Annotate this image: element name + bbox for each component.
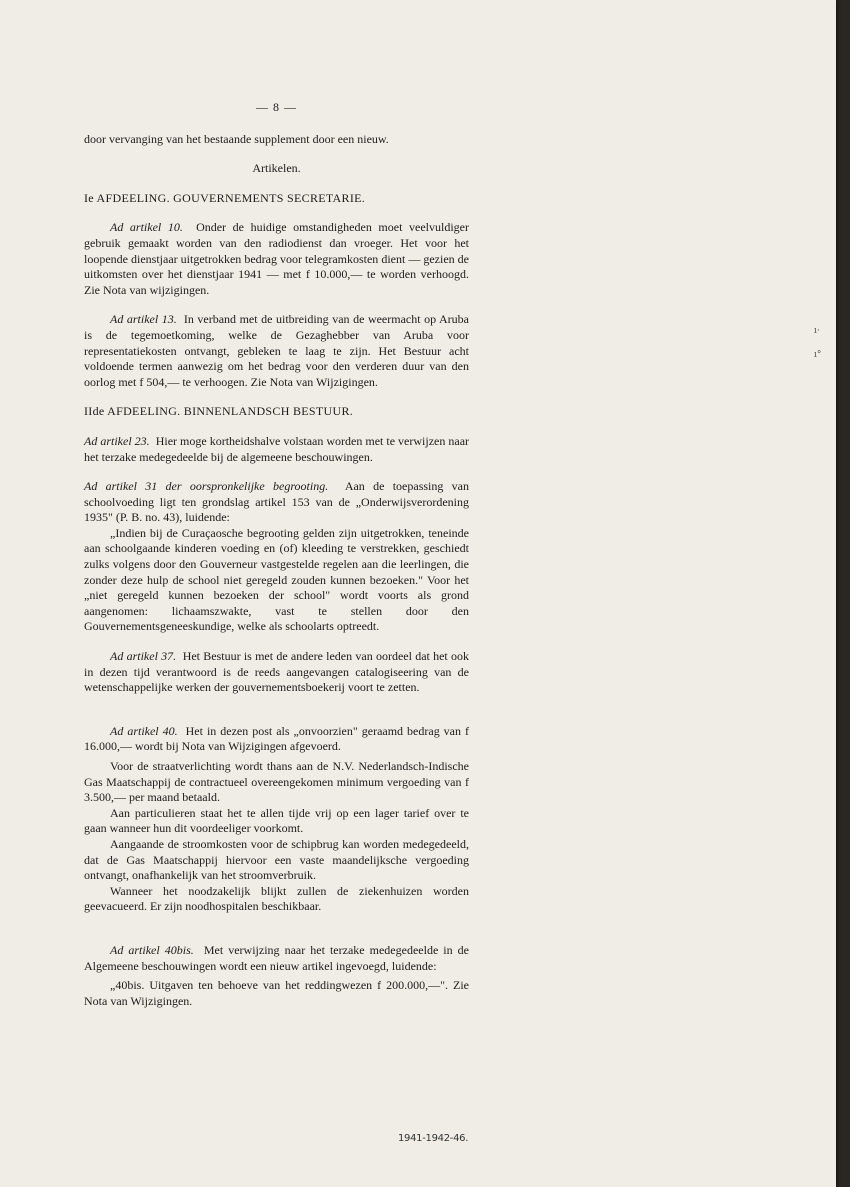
document-body [84, 100, 469, 1009]
paragraph-particulieren: Aan particulieren staat het te allen tijde vrij op een lager tarief over te gaan wanneer hun dit voordeeliger voorkomt. [84, 805, 469, 836]
article-reference: Ad artikel 40bis. [110, 942, 194, 957]
paragraph-artikel-37 [84, 649, 469, 696]
article-reference: Ad artikel 23. [84, 433, 150, 448]
paragraph-text: Met verwijzing naar het terzake medegedeelde in de Algemeene beschouwingen wordt een nieuw artikel ingevoegd, luidende: [84, 942, 470, 973]
paragraph-artikel-23 [84, 434, 469, 465]
paragraph-artikel-10 [84, 220, 469, 298]
artikelen-heading: Artikelen. [252, 161, 301, 176]
paragraph-artikel-40bis [84, 943, 469, 974]
article-reference: Ad artikel 10. [110, 220, 183, 235]
paragraph-text: Het in dezen post als „onvoorzien" geraamd bedrag van f 16.000,— wordt bij Nota van Wijzigingen afgevoerd. [84, 723, 469, 754]
paragraph-artikel-40 [84, 724, 469, 755]
paragraph-ziekenhuizen: Wanneer het noodzakelijk blijkt zullen de ziekenhuizen worden geevacueerd. Er zijn noodhospitalen beschikbaar. [84, 883, 469, 914]
paragraph-text: Aan de toepassing van schoolvoeding ligt ten grondslag artikel 153 van de „Onderwijsverordening 1935" (P. B. no. 43), luidende: [84, 479, 469, 525]
paragraph-text: Onder de huidige omstandigheden moet veelvuldiger gebruik gemaakt worden van den radiodienst dan vroeger. Het voor het loopende dienstjaar uitgetrokken bedrag voor telegramkosten dient — gezien de uitkomsten over het dienstjaar 1941 — met f 10.000,— te worden verhoogd. Zie Nota van wijzigingen. [84, 220, 469, 297]
article-reference: Ad artikel 31 der oorspronkelijke begrooting. [84, 479, 329, 494]
quoted-regulation: „Indien bij de Curaçaosche begrooting gelden zijn uitgetrokken, teneinde aan schoolgaande kinderen voeding en (of) kleeding te verstrekken, geschiedt zulks volgens door den Gouverneur vastgestelde regelen aan die leerlingen, die zonder deze hulp de school niet geregeld zouden kunnen bezoeken." Voor het „niet geregeld kunnen bezoeken der school" wordt voorts als grond aangenomen: lichaamszwakte, vast te stellen door den Gouvernementsgeneeskundige, welke als schoolarts optreedt. [84, 525, 469, 634]
article-reference: Ad artikel 37. [110, 649, 177, 664]
footer-code: 1941-1942-46. [398, 1133, 469, 1144]
quoted-article-40bis: „40bis. Uitgaven ten behoeve van het reddingwezen f 200.000,—". Zie Nota van Wijzigingen. [84, 978, 469, 1008]
margin-mark: ı· [814, 326, 820, 336]
article-reference: Ad artikel 13. [110, 312, 177, 327]
section-heading-2: IIde AFDEELING. BINNENLANDSCH BESTUUR. [84, 404, 354, 419]
article-reference: Ad artikel 40. [110, 723, 178, 738]
paragraph-artikel-31 [84, 479, 469, 526]
page-number: — 8 — [256, 100, 297, 114]
paragraph-stroomkosten: Aangaande de stroomkosten voor de schipbrug kan worden medegedeeld, dat de Gas Maatschappij hiervoor een vaste maandelijksche vergoeding ontvangt, onafhankelijk van het stroomverbruik. [84, 836, 469, 883]
paragraph-straatverlichting: Voor de straatverlichting wordt thans aan de N.V. Nederlandsch-Indische Gas Maatschappij de contractueel overeengekomen minimum vergoeding van f 3.500,— per maand betaald. [84, 759, 469, 805]
paragraph-text: Het Bestuur is met de andere leden van oordeel dat het ook in dezen tijd verantwoord is de reeds aangevangen catalogiseering van de wetenschappelijke werken der gouvernementsboekerij voort te zetten. [84, 649, 470, 695]
section-heading-1: Ie AFDEELING. GOUVERNEMENTS SECRETARIE. [84, 190, 366, 205]
paragraph-text: In verband met de uitbreiding van de weermacht op Aruba is de tegemoetkoming, welke de Gezaghebber van Aruba voor representatiekosten ontvangt, gebleken te laag te zijn. Het Bestuur acht voldoende termen aanwezig om het bedrag voor den verderen duur van den oorlog met f 504,— te verhoogen. Zie Nota van Wijzigingen. [84, 312, 469, 389]
paragraph-text: Hier moge kortheidshalve volstaan worden met te verwijzen naar het terzake medegedeelde bij de algemeene beschouwingen. [84, 433, 470, 464]
intro-line: door vervanging van het bestaande supplement door een nieuw. [84, 131, 389, 146]
margin-mark: ı° [814, 350, 822, 360]
paragraph-artikel-13 [84, 312, 469, 390]
